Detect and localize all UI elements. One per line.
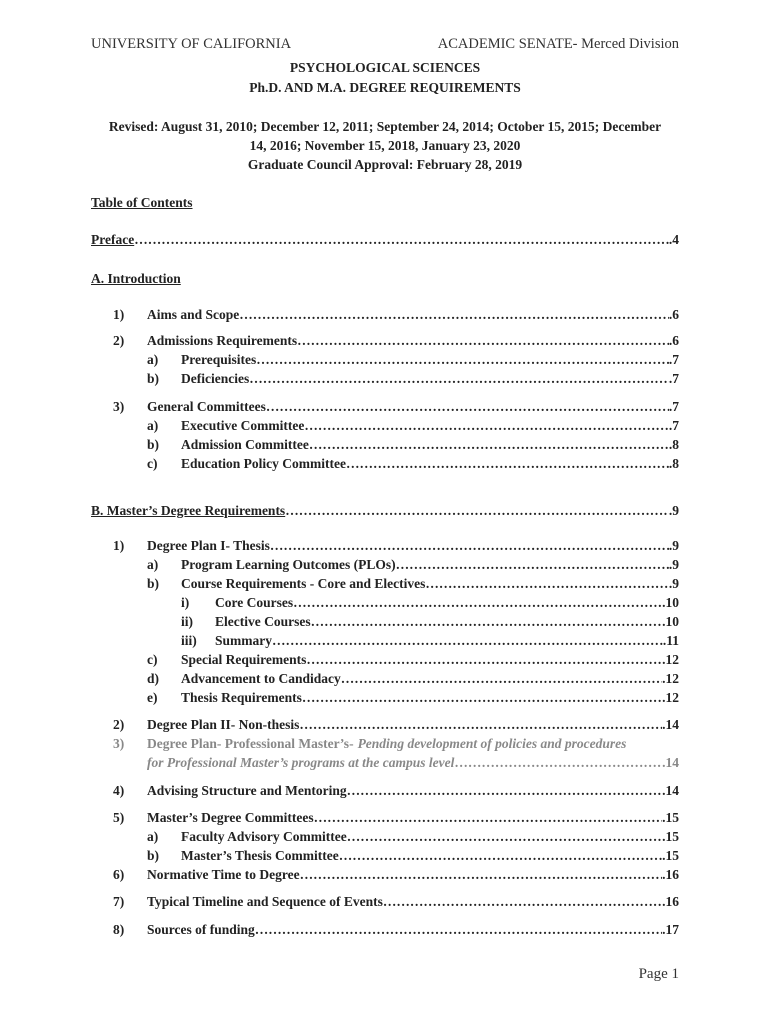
toc-entry-label: Aims and Scope <box>147 307 240 322</box>
leader-dots <box>302 690 662 706</box>
toc-entry[interactable] <box>113 783 679 799</box>
toc-page-number: .15 <box>662 848 679 863</box>
toc-entry[interactable] <box>113 922 679 938</box>
toc-entry[interactable] <box>113 867 679 883</box>
toc-entry-number: 1) <box>113 307 125 322</box>
toc-page-number: .14 <box>662 717 679 732</box>
toc-page-number: .8 <box>668 437 679 452</box>
toc-entry[interactable] <box>147 352 679 368</box>
toc-page-number: .12 <box>662 690 679 705</box>
toc-entry-label: Degree Plan- Professional Master’s- <box>147 736 354 751</box>
toc-entry-number: b) <box>147 371 160 386</box>
toc-page-number: .4 <box>668 232 679 247</box>
leader-dots <box>341 671 662 687</box>
toc-page-number: .7 <box>668 371 679 386</box>
section-b-heading[interactable] <box>91 503 679 519</box>
leader-dots <box>311 614 663 630</box>
toc-entry-number: ii) <box>181 614 193 629</box>
leader-dots <box>314 810 662 826</box>
doc-title-dept: PSYCHOLOGICAL SCIENCES <box>289 60 481 75</box>
leader-dots <box>285 503 669 519</box>
leader-dots <box>239 307 669 323</box>
toc-page-number: .17 <box>662 922 679 937</box>
toc-entry-number: a) <box>147 352 159 367</box>
leader-dots <box>396 557 669 573</box>
toc-entry[interactable] <box>147 371 679 387</box>
toc-entry-number: 3) <box>113 736 125 751</box>
toc-entry-label: General Committees <box>147 399 266 414</box>
toc-page-number: .12 <box>662 671 679 686</box>
toc-entry-number: b) <box>147 848 160 863</box>
toc-entry-label: Preface <box>91 232 135 247</box>
toc-entry-number: 6) <box>113 867 125 882</box>
toc-entry-number: c) <box>147 652 158 667</box>
toc-entry-number: b) <box>147 576 160 591</box>
leader-dots <box>304 418 669 434</box>
toc-page-number: .10 <box>662 614 679 629</box>
doc-title-degree: Ph.D. AND M.A. DEGREE REQUIREMENTS <box>249 80 521 95</box>
toc-page-number: .9 <box>668 557 679 572</box>
toc-entry-label: Advancement to Candidacy <box>181 671 341 686</box>
leader-dots <box>299 717 662 733</box>
toc-entry[interactable] <box>113 894 679 910</box>
leader-dots <box>272 633 663 649</box>
toc-entry[interactable] <box>113 538 679 554</box>
leader-dots <box>306 652 662 668</box>
toc-entry-preface[interactable] <box>91 232 679 248</box>
leader-dots <box>297 333 669 349</box>
header-institution: UNIVERSITY OF CALIFORNIA <box>91 36 292 52</box>
toc-entry[interactable] <box>147 437 679 453</box>
toc-entry-number: e) <box>147 690 158 705</box>
leader-dots <box>454 755 662 771</box>
toc-entry-label: Degree Plan I- Thesis <box>147 538 270 553</box>
toc-entry-number: a) <box>147 829 159 844</box>
toc-entry[interactable] <box>147 576 679 592</box>
page-number: Page 1 <box>638 966 679 982</box>
toc-page-number: .11 <box>662 633 679 648</box>
toc-entry-number: 1) <box>113 538 125 553</box>
toc-entry-number: iii) <box>181 633 197 648</box>
toc-entry[interactable] <box>147 829 679 845</box>
revised-line-2: 14, 2016; November 15, 2018, January 23, 2020 <box>249 138 521 153</box>
leader-dots <box>300 867 663 883</box>
toc-entry-note: for Professional Master’s programs at the campus level <box>147 755 455 770</box>
toc-entry-label: Program Learning Outcomes (PLOs) <box>181 557 396 572</box>
toc-entry-label: Normative Time to Degree <box>147 867 300 882</box>
toc-page-number: .9 <box>668 538 679 553</box>
toc-page-number: .14 <box>662 755 679 770</box>
toc-page-number: .14 <box>662 783 679 798</box>
toc-entry[interactable] <box>113 307 679 323</box>
toc-entry-professional-masters-cont[interactable] <box>147 755 679 771</box>
toc-entry-label: Admission Committee <box>181 437 309 452</box>
toc-entry-number: 7) <box>113 894 125 909</box>
toc-entry[interactable] <box>147 456 679 472</box>
toc-entry[interactable] <box>147 671 679 687</box>
toc-page-number: .6 <box>668 333 679 348</box>
leader-dots <box>339 848 662 864</box>
toc-entry[interactable] <box>113 399 679 415</box>
toc-entry-label: Sources of funding <box>147 922 255 937</box>
toc-page-number: .7 <box>668 418 679 433</box>
toc-entry[interactable] <box>181 633 679 649</box>
toc-page-number: .15 <box>662 829 679 844</box>
toc-entry-label: Executive Committee <box>181 418 305 433</box>
leader-dots <box>266 399 669 415</box>
toc-page-number: .16 <box>662 867 679 882</box>
toc-entry-professional-masters[interactable] <box>113 736 679 752</box>
toc-entry-number: b) <box>147 437 160 452</box>
leader-dots <box>270 538 669 554</box>
toc-entry[interactable] <box>147 848 679 864</box>
toc-entry-number: 5) <box>113 810 125 825</box>
toc-entry-number: i) <box>181 595 190 610</box>
toc-entry[interactable] <box>113 333 679 349</box>
toc-entry-label: Master’s Thesis Committee <box>181 848 339 863</box>
toc-entry-number: 3) <box>113 399 125 414</box>
toc-page-number: .9 <box>668 576 679 591</box>
toc-entry-number: 2) <box>113 717 125 732</box>
toc-entry-label: Prerequisites <box>181 352 257 367</box>
toc-entry-number: d) <box>147 671 160 686</box>
toc-page-number: .10 <box>662 595 679 610</box>
leader-dots <box>256 352 669 368</box>
toc-entry-label: Deficiencies <box>181 371 250 386</box>
toc-entry-number: a) <box>147 418 159 433</box>
toc-entry-number: a) <box>147 557 159 572</box>
toc-entry-label: Advising Structure and Mentoring <box>147 783 347 798</box>
toc-page-number: .16 <box>662 894 679 909</box>
toc-entry-label: B. Master’s Degree Requirements <box>91 503 286 518</box>
toc-entry[interactable] <box>181 614 679 630</box>
toc-page-number: .7 <box>668 352 679 367</box>
toc-page-number: .7 <box>668 399 679 414</box>
toc-entry-label: Admissions Requirements <box>147 333 298 348</box>
toc-entry[interactable] <box>181 595 679 611</box>
toc-entry-number: 8) <box>113 922 125 937</box>
leader-dots <box>255 922 662 938</box>
toc-entry-label: Degree Plan II- Non-thesis <box>147 717 300 732</box>
leader-dots <box>347 783 662 799</box>
toc-page-number: .9 <box>668 503 679 518</box>
toc-entry[interactable] <box>113 810 679 826</box>
leader-dots <box>425 576 669 592</box>
toc-page-number: .12 <box>662 652 679 667</box>
toc-entry-number: 4) <box>113 783 125 798</box>
leader-dots <box>134 232 669 248</box>
section-a-heading[interactable]: A. Introduction <box>91 271 181 286</box>
toc-heading: Table of Contents <box>91 195 193 210</box>
toc-entry-label: Summary <box>215 633 272 648</box>
revised-line-1: Revised: August 31, 2010; December 12, 2011; September 24, 2014; October 15, 2015; December <box>108 119 662 134</box>
header-division: ACADEMIC SENATE- Merced Division <box>437 36 679 52</box>
toc-entry-number: c) <box>147 456 158 471</box>
toc-entry-label: Typical Timeline and Sequence of Events <box>147 894 383 909</box>
toc-entry-label: Special Requirements <box>181 652 307 667</box>
toc-entry[interactable] <box>147 418 679 434</box>
toc-page-number: .15 <box>662 810 679 825</box>
toc-entry-number: 2) <box>113 333 125 348</box>
toc-entry-label: Core Courses <box>215 595 294 610</box>
toc-entry[interactable] <box>147 557 679 573</box>
toc-entry-label: Thesis Requirements <box>181 690 302 705</box>
toc-entry-label: Course Requirements - Core and Electives <box>181 576 426 591</box>
toc-entry-note: Pending development of policies and procedures <box>357 736 627 751</box>
toc-entry[interactable] <box>113 717 679 733</box>
toc-entry[interactable] <box>147 690 679 706</box>
approval-line: Graduate Council Approval: February 28, 2019 <box>247 157 523 172</box>
toc-entry[interactable] <box>147 652 679 668</box>
leader-dots <box>346 456 669 472</box>
leader-dots <box>249 371 669 387</box>
toc-entry-label: Elective Courses <box>215 614 311 629</box>
toc-page-number: .8 <box>668 456 679 471</box>
toc-entry-label: Education Policy Committee <box>181 456 346 471</box>
leader-dots <box>309 437 669 453</box>
toc-page-number: .6 <box>668 307 679 322</box>
leader-dots <box>383 894 662 910</box>
leader-dots <box>293 595 662 611</box>
leader-dots <box>347 829 662 845</box>
toc-entry-label: Master’s Degree Committees <box>147 810 314 825</box>
toc-entry-label: Faculty Advisory Committee <box>181 829 347 844</box>
